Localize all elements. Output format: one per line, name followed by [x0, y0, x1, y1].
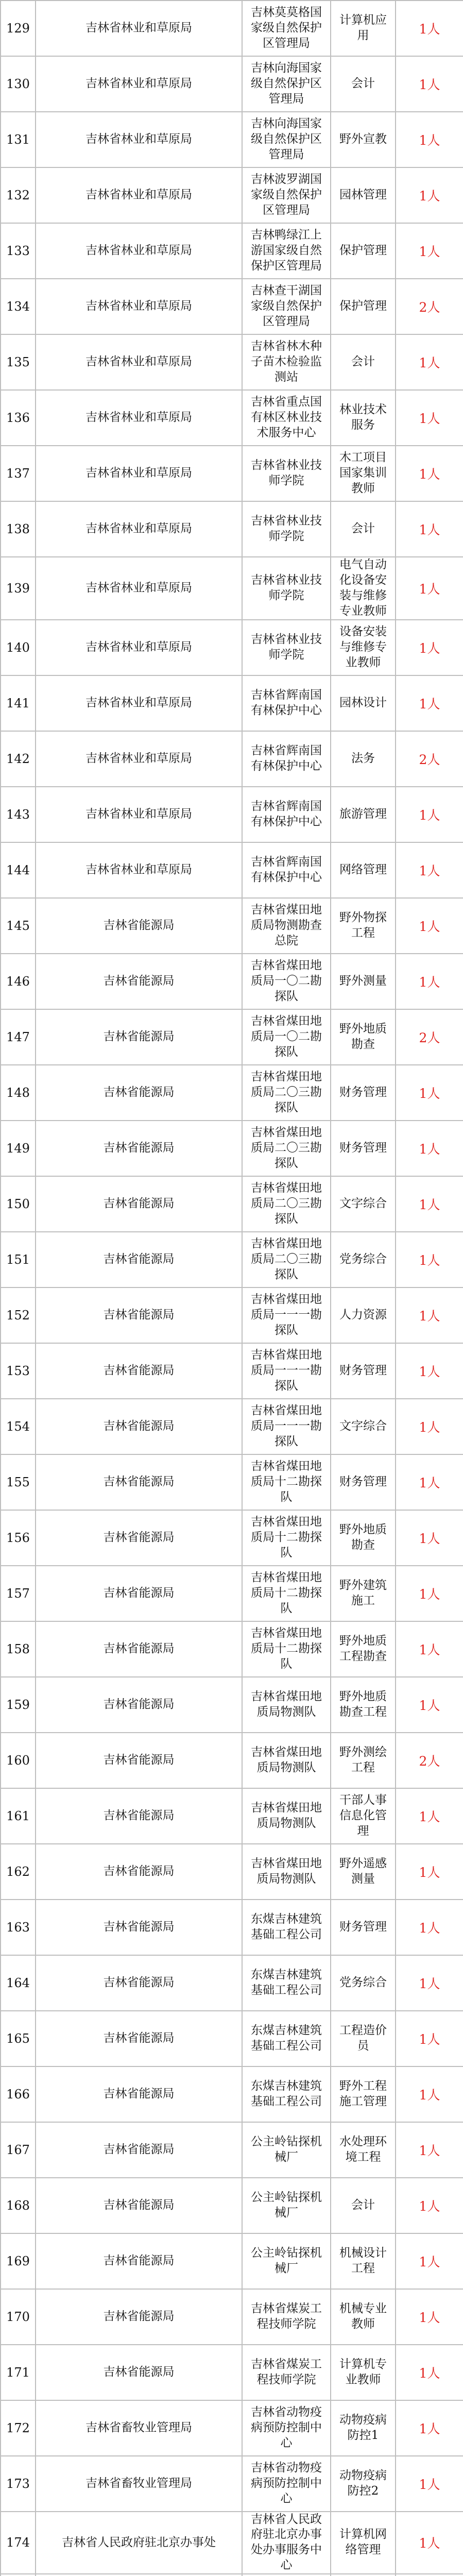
- hiring-unit: 吉林省煤田地质局物测队: [242, 1844, 331, 1900]
- department-name: 吉林省能源局: [36, 1788, 242, 1844]
- table-row: [1, 2512, 463, 2574]
- hire-count: 2人: [396, 1009, 463, 1065]
- hiring-unit: 吉林省煤田地质局物测勘查总院: [242, 898, 331, 954]
- table-row: [1, 557, 463, 620]
- table-row: [1, 2574, 463, 2576]
- hire-count: 1人: [396, 1900, 463, 1955]
- hiring-unit: 公主岭钻探机械厂: [242, 2122, 331, 2178]
- department-name: 吉林省能源局: [36, 1399, 242, 1454]
- table-row: [1, 167, 463, 223]
- row-number: 153: [1, 1343, 36, 1399]
- department-name: 吉林省能源局: [36, 1009, 242, 1065]
- position-name: 法务: [331, 731, 396, 787]
- table-row: [1, 2178, 463, 2233]
- hire-count: [396, 2574, 463, 2576]
- hiring-unit: 吉林省辉南国有林保护中心: [242, 787, 331, 842]
- table-row: [1, 446, 463, 501]
- hiring-unit: 东煤吉林建筑基础工程公司: [242, 1955, 331, 2011]
- row-number: 136: [1, 390, 36, 446]
- hiring-unit: 吉林省林木种子苗木检验监测站: [242, 334, 331, 390]
- department-name: 吉林省能源局: [36, 2011, 242, 2066]
- table-row: [1, 1343, 463, 1399]
- table-row: [1, 1677, 463, 1733]
- position-name: 财务管理: [331, 1343, 396, 1399]
- department-name: 吉林省林业和草原局: [36, 279, 242, 334]
- department-name: 吉林省畜牧业管理局: [36, 2456, 242, 2512]
- table-row: [1, 954, 463, 1009]
- department-name: 吉林省林业和草原局: [36, 787, 242, 842]
- hiring-unit: 吉林省煤田地质局十二勘探队: [242, 1621, 331, 1677]
- hire-count: 1人: [396, 501, 463, 557]
- row-number: 167: [1, 2122, 36, 2178]
- department-name: 吉林省林业和草原局: [36, 842, 242, 898]
- hire-count: 1人: [396, 2233, 463, 2289]
- department-name: 吉林省能源局: [36, 2345, 242, 2400]
- hiring-unit: 吉林波罗湖国家级自然保护区管理局: [242, 167, 331, 223]
- position-name: 园林管理: [331, 167, 396, 223]
- row-number: 143: [1, 787, 36, 842]
- hire-count: 1人: [396, 1065, 463, 1121]
- position-name: 人力资源: [331, 1287, 396, 1343]
- department-name: 吉林省能源局: [36, 1621, 242, 1677]
- table-row: [1, 2122, 463, 2178]
- table-row: [1, 1287, 463, 1343]
- row-number: 146: [1, 954, 36, 1009]
- table-row: [1, 1176, 463, 1232]
- hiring-unit: 公主岭钻探机械厂: [242, 2178, 331, 2233]
- table-row: [1, 1454, 463, 1510]
- row-number: 173: [1, 2456, 36, 2512]
- hire-count: 1人: [396, 2178, 463, 2233]
- position-name: 机械设计工程: [331, 2233, 396, 2289]
- row-number: 159: [1, 1677, 36, 1733]
- department-name: 吉林省林业和草原局: [36, 446, 242, 501]
- hiring-unit: 吉林省煤田地质局一一一勘探队: [242, 1343, 331, 1399]
- position-name: 计算机网络管理: [331, 2512, 396, 2574]
- row-number: 154: [1, 1399, 36, 1454]
- department-name: 吉林省林业和草原局: [36, 620, 242, 675]
- position-name: 野外地质勘查: [331, 1510, 396, 1566]
- hiring-unit: 东煤吉林建筑基础工程公司: [242, 1900, 331, 1955]
- position-name: 财务管理: [331, 1900, 396, 1955]
- position-name: 计算机专业教师: [331, 2345, 396, 2400]
- position-name: 机械专业教师: [331, 2289, 396, 2345]
- hire-count: 1人: [396, 112, 463, 167]
- row-number: 149: [1, 1121, 36, 1176]
- position-name: 野外测绘工程: [331, 1733, 396, 1788]
- table-row: [1, 2289, 463, 2345]
- table-row: [1, 1566, 463, 1621]
- hire-count: 1人: [396, 1510, 463, 1566]
- table-row: [1, 2345, 463, 2400]
- hiring-unit: 吉林省林业技师学院: [242, 446, 331, 501]
- row-number: 172: [1, 2400, 36, 2456]
- hire-count: 2人: [396, 731, 463, 787]
- row-number: 162: [1, 1844, 36, 1900]
- position-name: 电气自动化设备安装与维修专业教师: [331, 557, 396, 620]
- table-row: [1, 787, 463, 842]
- department-name: 吉林省人民政府驻北京办事处: [36, 2512, 242, 2574]
- department-name: 吉林省林业和草原局: [36, 223, 242, 279]
- department-name: [36, 2574, 242, 2576]
- table-row: [1, 675, 463, 731]
- department-name: 吉林省能源局: [36, 1232, 242, 1287]
- department-name: 吉林省能源局: [36, 954, 242, 1009]
- position-name: 计算机应用: [331, 1, 396, 56]
- hiring-unit: 吉林省林业技师学院: [242, 620, 331, 675]
- hire-count: 1人: [396, 334, 463, 390]
- row-number: 161: [1, 1788, 36, 1844]
- table-row: [1, 2400, 463, 2456]
- hire-count: 1人: [396, 1621, 463, 1677]
- hire-count: 1人: [396, 1788, 463, 1844]
- row-number: 129: [1, 1, 36, 56]
- position-name: 文字综合: [331, 1399, 396, 1454]
- hire-count: 1人: [396, 954, 463, 1009]
- position-name: 会计: [331, 334, 396, 390]
- hiring-unit: 东煤吉林建筑基础工程公司: [242, 2066, 331, 2122]
- hire-count: 2人: [396, 1733, 463, 1788]
- department-name: 吉林省林业和草原局: [36, 167, 242, 223]
- hiring-unit: 吉林查干湖国家级自然保护区管理局: [242, 279, 331, 334]
- table-row: [1, 223, 463, 279]
- department-name: 吉林省能源局: [36, 2178, 242, 2233]
- row-number: 139: [1, 557, 36, 620]
- hiring-unit: 吉林省煤田地质局物测队: [242, 1788, 331, 1844]
- hire-count: 1人: [396, 446, 463, 501]
- row-number: 134: [1, 279, 36, 334]
- hire-count: 1人: [396, 787, 463, 842]
- hire-count: 1人: [396, 1399, 463, 1454]
- position-name: 会计: [331, 501, 396, 557]
- position-name: 文字综合: [331, 1176, 396, 1232]
- hire-count: 1人: [396, 842, 463, 898]
- hiring-unit: 吉林省动物疫病预防控制中心: [242, 2400, 331, 2456]
- table-row: [1, 731, 463, 787]
- row-number: 164: [1, 1955, 36, 2011]
- table-row: [1, 1788, 463, 1844]
- department-name: 吉林省畜牧业管理局: [36, 2400, 242, 2456]
- hire-count: 1人: [396, 2456, 463, 2512]
- hiring-unit: 吉林省辉南国有林保护中心: [242, 731, 331, 787]
- department-name: 吉林省能源局: [36, 2066, 242, 2122]
- position-name: 干部人事信息化管理: [331, 1788, 396, 1844]
- hire-count: 1人: [396, 390, 463, 446]
- row-number: 166: [1, 2066, 36, 2122]
- position-name: 水处理环境工程: [331, 2122, 396, 2178]
- hiring-unit: 吉林省辉南国有林保护中心: [242, 842, 331, 898]
- hire-count: 1人: [396, 1566, 463, 1621]
- hiring-unit: 吉林向海国家级自然保护区管理局: [242, 112, 331, 167]
- hiring-unit: 吉林省煤田地质局二〇三勘探队: [242, 1176, 331, 1232]
- hiring-unit: 吉林省煤炭工程技师学院: [242, 2345, 331, 2400]
- hiring-unit: 吉林省煤田地质局十二勘探队: [242, 1454, 331, 1510]
- table-row: [1, 1, 463, 56]
- table-row: [1, 2066, 463, 2122]
- position-name: 旅游管理: [331, 787, 396, 842]
- department-name: 吉林省林业和草原局: [36, 731, 242, 787]
- position-name: 保护管理: [331, 223, 396, 279]
- hire-count: 1人: [396, 2345, 463, 2400]
- table-row: [1, 1733, 463, 1788]
- row-number: 141: [1, 675, 36, 731]
- hire-count: 1人: [396, 2400, 463, 2456]
- position-name: 财务管理: [331, 1065, 396, 1121]
- row-number: 133: [1, 223, 36, 279]
- table-row: [1, 2456, 463, 2512]
- hiring-unit: 吉林鸭绿江上游国家级自然保护区管理局: [242, 223, 331, 279]
- row-number: 137: [1, 446, 36, 501]
- hire-count: 1人: [396, 1, 463, 56]
- department-name: 吉林省能源局: [36, 898, 242, 954]
- row-number: 151: [1, 1232, 36, 1287]
- department-name: 吉林省能源局: [36, 1343, 242, 1399]
- department-name: 吉林省能源局: [36, 1510, 242, 1566]
- row-number: 174: [1, 2512, 36, 2574]
- department-name: 吉林省能源局: [36, 1176, 242, 1232]
- table-row: [1, 390, 463, 446]
- hire-count: 1人: [396, 898, 463, 954]
- hire-count: 1人: [396, 2011, 463, 2066]
- hire-count: 1人: [396, 2066, 463, 2122]
- table-row: [1, 842, 463, 898]
- position-name: 党务综合: [331, 1955, 396, 2011]
- hiring-unit: 吉林向海国家级自然保护区管理局: [242, 56, 331, 112]
- table-row: [1, 2011, 463, 2066]
- row-number: 131: [1, 112, 36, 167]
- row-number: 165: [1, 2011, 36, 2066]
- row-number: 148: [1, 1065, 36, 1121]
- hiring-unit: 吉林省辉南国有林保护中心: [242, 675, 331, 731]
- table-row: [1, 1065, 463, 1121]
- table-row: [1, 2233, 463, 2289]
- hiring-unit: 吉林省重点国有林区林业技术服务中心: [242, 390, 331, 446]
- row-number: [1, 2574, 36, 2576]
- row-number: 169: [1, 2233, 36, 2289]
- hire-count: 1人: [396, 557, 463, 620]
- position-name: 会计: [331, 56, 396, 112]
- table-row: [1, 501, 463, 557]
- position-name: 野外地质勘查: [331, 1009, 396, 1065]
- department-name: 吉林省能源局: [36, 1566, 242, 1621]
- hire-count: 1人: [396, 1677, 463, 1733]
- row-number: 142: [1, 731, 36, 787]
- hiring-unit: 公主岭钻探机械厂: [242, 2233, 331, 2289]
- hiring-unit: 吉林省煤田地质局十二勘探队: [242, 1566, 331, 1621]
- hire-count: 1人: [396, 620, 463, 675]
- hire-count: 1人: [396, 1454, 463, 1510]
- hiring-unit: 吉林省煤田地质局物测队: [242, 1677, 331, 1733]
- table-row: [1, 898, 463, 954]
- position-name: 野外物探工程: [331, 898, 396, 954]
- department-name: 吉林省能源局: [36, 1955, 242, 2011]
- recruitment-table-body: [1, 1, 463, 2576]
- hiring-unit: [242, 2574, 331, 2576]
- row-number: 155: [1, 1454, 36, 1510]
- department-name: 吉林省林业和草原局: [36, 390, 242, 446]
- row-number: 138: [1, 501, 36, 557]
- hire-count: 1人: [396, 1955, 463, 2011]
- department-name: 吉林省能源局: [36, 1900, 242, 1955]
- hiring-unit: 吉林省煤炭工程技师学院: [242, 2289, 331, 2345]
- position-name: 野外地质勘查工程: [331, 1677, 396, 1733]
- row-number: 147: [1, 1009, 36, 1065]
- row-number: 171: [1, 2345, 36, 2400]
- position-name: 野外宣教: [331, 112, 396, 167]
- hiring-unit: 吉林省煤田地质局一〇二勘探队: [242, 1009, 331, 1065]
- position-name: 动物疫病防控2: [331, 2456, 396, 2512]
- hire-count: 1人: [396, 167, 463, 223]
- hire-count: 1人: [396, 2512, 463, 2574]
- department-name: 吉林省林业和草原局: [36, 112, 242, 167]
- row-number: 130: [1, 56, 36, 112]
- table-row: [1, 1621, 463, 1677]
- position-name: 野外遥感测量: [331, 1844, 396, 1900]
- hire-count: 1人: [396, 675, 463, 731]
- hire-count: 1人: [396, 1232, 463, 1287]
- position-name: 设备安装与维修专业教师: [331, 620, 396, 675]
- position-name: 野外地质工程勘查: [331, 1621, 396, 1677]
- hiring-unit: 吉林省煤田地质局二〇三勘探队: [242, 1065, 331, 1121]
- hiring-unit: 吉林莫莫格国家级自然保护区管理局: [242, 1, 331, 56]
- hire-count: 1人: [396, 223, 463, 279]
- row-number: 156: [1, 1510, 36, 1566]
- department-name: 吉林省能源局: [36, 2289, 242, 2345]
- hiring-unit: 吉林省煤田地质局一〇二勘探队: [242, 954, 331, 1009]
- department-name: 吉林省能源局: [36, 2122, 242, 2178]
- department-name: 吉林省林业和草原局: [36, 334, 242, 390]
- department-name: 吉林省能源局: [36, 1121, 242, 1176]
- position-name: 保护管理: [331, 279, 396, 334]
- hiring-unit: 东煤吉林建筑基础工程公司: [242, 2011, 331, 2066]
- table-row: [1, 334, 463, 390]
- table-row: [1, 1399, 463, 1454]
- position-name: [331, 2574, 396, 2576]
- hire-count: 1人: [396, 1121, 463, 1176]
- row-number: 135: [1, 334, 36, 390]
- hire-count: 2人: [396, 279, 463, 334]
- hiring-unit: 吉林省煤田地质局一一一勘探队: [242, 1399, 331, 1454]
- department-name: 吉林省能源局: [36, 1454, 242, 1510]
- hiring-unit: 吉林省煤田地质局物测队: [242, 1733, 331, 1788]
- position-name: 网络管理: [331, 842, 396, 898]
- table-row: [1, 1955, 463, 2011]
- table-row: [1, 56, 463, 112]
- hire-count: 1人: [396, 1343, 463, 1399]
- position-name: 木工项目国家集训教师: [331, 446, 396, 501]
- row-number: 132: [1, 167, 36, 223]
- hiring-unit: 吉林省煤田地质局一一一勘探队: [242, 1287, 331, 1343]
- row-number: 158: [1, 1621, 36, 1677]
- row-number: 145: [1, 898, 36, 954]
- row-number: 144: [1, 842, 36, 898]
- row-number: 168: [1, 2178, 36, 2233]
- department-name: 吉林省能源局: [36, 1677, 242, 1733]
- table-row: [1, 1009, 463, 1065]
- table-row: [1, 1121, 463, 1176]
- position-name: 工程造价员: [331, 2011, 396, 2066]
- position-name: 财务管理: [331, 1121, 396, 1176]
- row-number: 170: [1, 2289, 36, 2345]
- department-name: 吉林省能源局: [36, 1065, 242, 1121]
- table-row: [1, 1232, 463, 1287]
- hire-count: 1人: [396, 2122, 463, 2178]
- row-number: 140: [1, 620, 36, 675]
- row-number: 157: [1, 1566, 36, 1621]
- department-name: 吉林省能源局: [36, 1844, 242, 1900]
- position-name: 园林设计: [331, 675, 396, 731]
- row-number: 160: [1, 1733, 36, 1788]
- department-name: 吉林省林业和草原局: [36, 501, 242, 557]
- table-row: [1, 620, 463, 675]
- hiring-unit: 吉林省林业技师学院: [242, 501, 331, 557]
- hiring-unit: 吉林省动物疫病预防控制中心: [242, 2456, 331, 2512]
- position-name: 野外测量: [331, 954, 396, 1009]
- hiring-unit: 吉林省煤田地质局二〇三勘探队: [242, 1121, 331, 1176]
- table-row: [1, 1510, 463, 1566]
- department-name: 吉林省林业和草原局: [36, 675, 242, 731]
- hire-count: 1人: [396, 56, 463, 112]
- hiring-unit: 吉林省煤田地质局十二勘探队: [242, 1510, 331, 1566]
- hire-count: 1人: [396, 2289, 463, 2345]
- hiring-unit: 吉林省煤田地质局二〇三勘探队: [242, 1232, 331, 1287]
- row-number: 163: [1, 1900, 36, 1955]
- department-name: 吉林省能源局: [36, 1733, 242, 1788]
- position-name: 财务管理: [331, 1454, 396, 1510]
- hire-count: 1人: [396, 1844, 463, 1900]
- table-row: [1, 279, 463, 334]
- hire-count: 1人: [396, 1176, 463, 1232]
- position-name: 会计: [331, 2178, 396, 2233]
- hire-count: 1人: [396, 1287, 463, 1343]
- position-name: 林业技术服务: [331, 390, 396, 446]
- department-name: 吉林省林业和草原局: [36, 56, 242, 112]
- position-name: 动物疫病防控1: [331, 2400, 396, 2456]
- row-number: 152: [1, 1287, 36, 1343]
- table-row: [1, 1900, 463, 1955]
- department-name: 吉林省林业和草原局: [36, 557, 242, 620]
- row-number: 150: [1, 1176, 36, 1232]
- hiring-unit: 吉林省林业技师学院: [242, 557, 331, 620]
- hiring-unit: 吉林省人民政府驻北京办事处办事服务中心: [242, 2512, 331, 2574]
- table-row: [1, 112, 463, 167]
- position-name: 野外工程施工管理: [331, 2066, 396, 2122]
- position-name: 野外建筑施工: [331, 1566, 396, 1621]
- department-name: 吉林省能源局: [36, 2233, 242, 2289]
- table-row: [1, 1844, 463, 1900]
- department-name: 吉林省林业和草原局: [36, 1, 242, 56]
- position-name: 党务综合: [331, 1232, 396, 1287]
- department-name: 吉林省能源局: [36, 1287, 242, 1343]
